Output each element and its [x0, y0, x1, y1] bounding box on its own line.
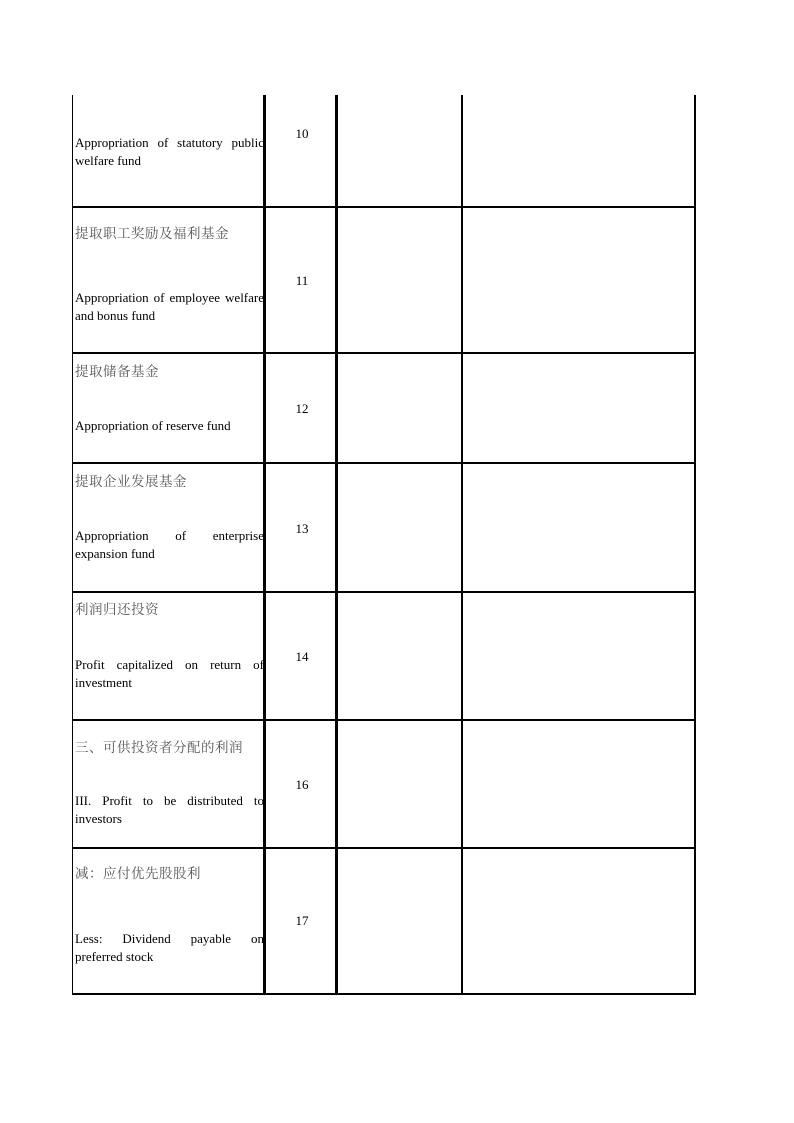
- amount-cell-current: [338, 593, 463, 719]
- table-row: [72, 95, 696, 208]
- amount-cell-prior: [463, 354, 696, 462]
- line-number-cell: [266, 354, 338, 462]
- financial-statement-table: [72, 95, 696, 995]
- item-label-cn: 提取储备基金: [75, 364, 159, 379]
- line-number-cell: [266, 95, 338, 206]
- item-label-en: Profit capitalized on return of investment: [75, 657, 264, 690]
- item-cell: [72, 593, 266, 719]
- item-label-cn: 提取企业发展基金: [75, 474, 187, 489]
- amount-cell-prior: [463, 593, 696, 719]
- table-row: [72, 208, 696, 354]
- item-label-cn: 三、可供投资者分配的利润: [75, 740, 243, 755]
- line-number-cell: [266, 593, 338, 719]
- line-number: 14: [295, 649, 309, 664]
- line-number-cell: [266, 849, 338, 993]
- amount-cell-current: [338, 95, 463, 206]
- item-cell: [72, 95, 266, 206]
- item-label-en: Appropriation of employee welfare and bonus fund: [75, 290, 264, 323]
- line-number: 11: [295, 273, 309, 288]
- table-row: [72, 849, 696, 995]
- item-cell: [72, 464, 266, 591]
- item-cell: [72, 849, 266, 993]
- item-cell: [72, 354, 266, 462]
- amount-cell-current: [338, 849, 463, 993]
- line-number: 16: [295, 777, 309, 792]
- table-row: [72, 721, 696, 849]
- amount-cell-prior: [463, 95, 696, 206]
- item-label-cn: 提取职工奖励及福利基金: [75, 226, 229, 241]
- amount-cell-prior: [463, 849, 696, 993]
- line-number: 17: [295, 913, 309, 928]
- line-number: 10: [295, 126, 309, 141]
- amount-cell-current: [338, 464, 463, 591]
- amount-cell-prior: [463, 721, 696, 847]
- item-label-en: Less: Dividend payable on preferred stock: [75, 931, 264, 964]
- item-label-en: III. Profit to be distributed to investors: [75, 793, 264, 826]
- item-label-en: Appropriation of statutory public welfare fund: [75, 135, 264, 168]
- item-label-cn: 利润归还投资: [75, 602, 159, 617]
- table-row: [72, 354, 696, 464]
- line-number: 12: [295, 401, 309, 416]
- amount-cell-current: [338, 354, 463, 462]
- line-number-cell: [266, 721, 338, 847]
- item-label-en: Appropriation of reserve fund: [75, 418, 231, 433]
- amount-cell-current: [338, 721, 463, 847]
- amount-cell-prior: [463, 464, 696, 591]
- item-label-cn: 减：应付优先股股利: [75, 866, 201, 881]
- amount-cell-current: [338, 208, 463, 352]
- item-label-en: Appropriation of enterprise expansion fund: [75, 528, 264, 561]
- line-number-cell: [266, 208, 338, 352]
- table-row: [72, 464, 696, 593]
- amount-cell-prior: [463, 208, 696, 352]
- line-number: 13: [295, 521, 309, 536]
- table-row: [72, 593, 696, 721]
- item-cell: [72, 721, 266, 847]
- line-number-cell: [266, 464, 338, 591]
- item-cell: [72, 208, 266, 352]
